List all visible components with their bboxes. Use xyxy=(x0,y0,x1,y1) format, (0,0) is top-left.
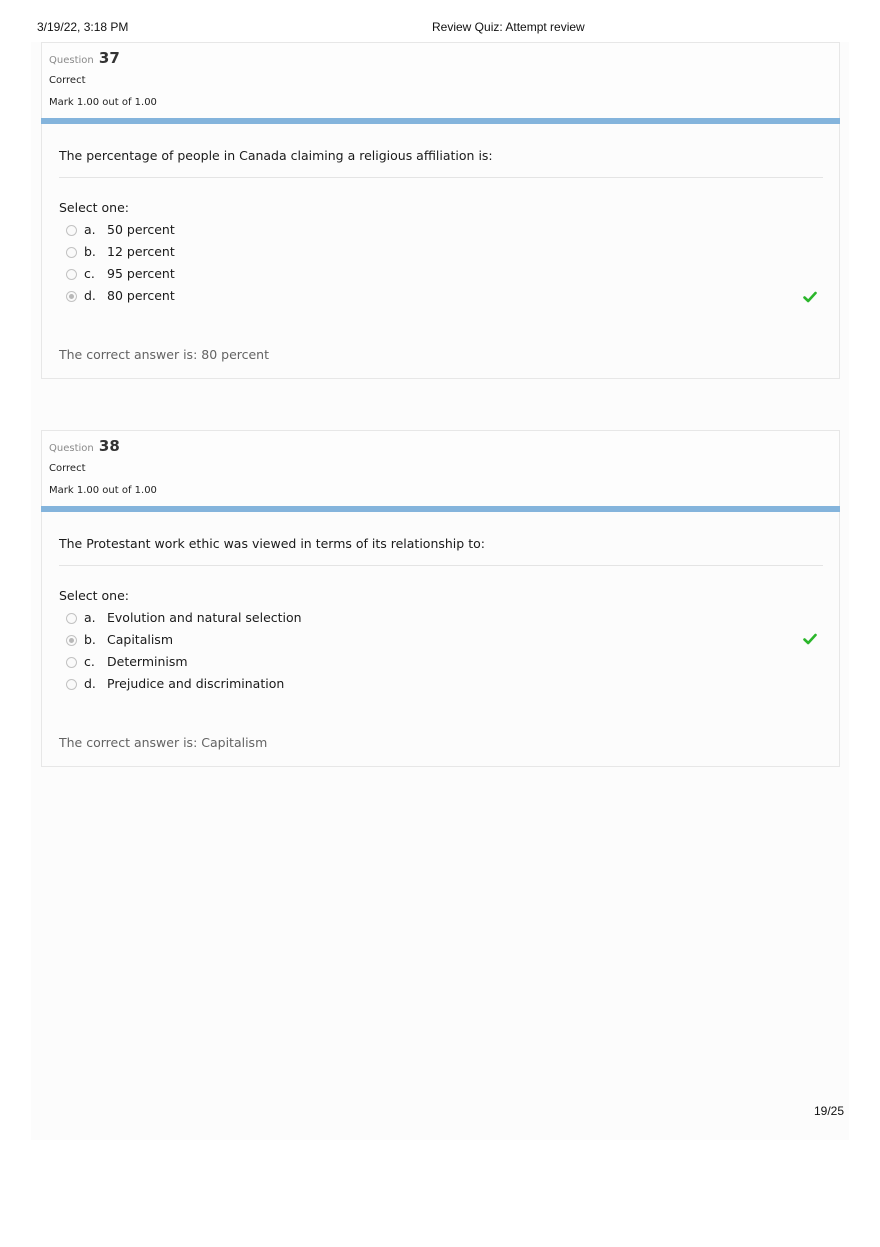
print-title: Review Quiz: Attempt review xyxy=(432,20,585,34)
question-grade: Mark 1.00 out of 1.00 xyxy=(49,485,157,496)
option-text: 80 percent xyxy=(107,288,175,303)
page-number: 19/25 xyxy=(814,1104,845,1118)
answer-option-c[interactable] xyxy=(65,654,265,676)
option-text: Prejudice and discrimination xyxy=(107,676,285,691)
option-letter: d. xyxy=(84,676,96,691)
option-letter: a. xyxy=(84,610,96,625)
answer-option-a[interactable] xyxy=(65,222,265,244)
answer-option-b[interactable] xyxy=(65,244,265,266)
question-text: The Protestant work ethic was viewed in terms of its relationship to: xyxy=(59,536,485,551)
answer-options xyxy=(65,222,265,310)
answer-option-b[interactable] xyxy=(65,632,265,654)
option-letter: c. xyxy=(84,266,95,281)
option-text: Determinism xyxy=(107,654,188,669)
check-icon xyxy=(803,290,817,304)
question-text: The percentage of people in Canada claiming a religious affiliation is: xyxy=(59,148,493,163)
question-number-value: 37 xyxy=(98,49,120,67)
question-divider xyxy=(59,565,823,566)
question-state: Correct xyxy=(49,463,86,474)
option-text: 12 percent xyxy=(107,244,175,259)
print-header xyxy=(0,20,880,38)
option-text: 50 percent xyxy=(107,222,175,237)
answer-option-d[interactable] xyxy=(65,676,285,698)
radio-icon[interactable] xyxy=(66,613,77,624)
answer-prompt: Select one: xyxy=(59,200,130,215)
correct-answer-feedback: The correct answer is: Capitalism xyxy=(59,735,268,750)
option-letter: c. xyxy=(84,654,95,669)
option-text: Capitalism xyxy=(107,632,173,647)
option-letter: a. xyxy=(84,222,96,237)
answer-option-a[interactable] xyxy=(65,610,302,632)
answer-option-d[interactable] xyxy=(65,288,265,310)
radio-icon[interactable] xyxy=(66,225,77,236)
option-letter: b. xyxy=(84,244,96,259)
print-datetime: 3/19/22, 3:18 PM xyxy=(37,20,129,34)
radio-icon[interactable] xyxy=(66,247,77,258)
question-37 xyxy=(41,42,840,379)
radio-icon[interactable] xyxy=(66,635,77,646)
check-icon xyxy=(803,632,817,646)
question-38 xyxy=(41,430,840,767)
radio-icon[interactable] xyxy=(66,679,77,690)
question-info xyxy=(41,42,840,118)
option-letter: b. xyxy=(84,632,96,647)
question-state: Correct xyxy=(49,75,86,86)
question-info xyxy=(41,430,840,506)
question-content xyxy=(41,512,840,767)
radio-icon[interactable] xyxy=(66,291,77,302)
answer-option-c[interactable] xyxy=(65,266,265,288)
question-divider xyxy=(59,177,823,178)
question-number-value: 38 xyxy=(98,437,120,455)
question-number: Question 38 xyxy=(49,437,120,455)
option-text: Evolution and natural selection xyxy=(107,610,302,625)
answer-prompt: Select one: xyxy=(59,588,130,603)
option-text: 95 percent xyxy=(107,266,175,281)
question-content xyxy=(41,124,840,379)
option-letter: d. xyxy=(84,288,96,303)
correct-answer-feedback: The correct answer is: 80 percent xyxy=(59,347,270,362)
radio-icon[interactable] xyxy=(66,657,77,668)
question-grade: Mark 1.00 out of 1.00 xyxy=(49,97,157,108)
radio-icon[interactable] xyxy=(66,269,77,280)
question-number: Question 37 xyxy=(49,49,120,67)
answer-options xyxy=(65,610,302,698)
